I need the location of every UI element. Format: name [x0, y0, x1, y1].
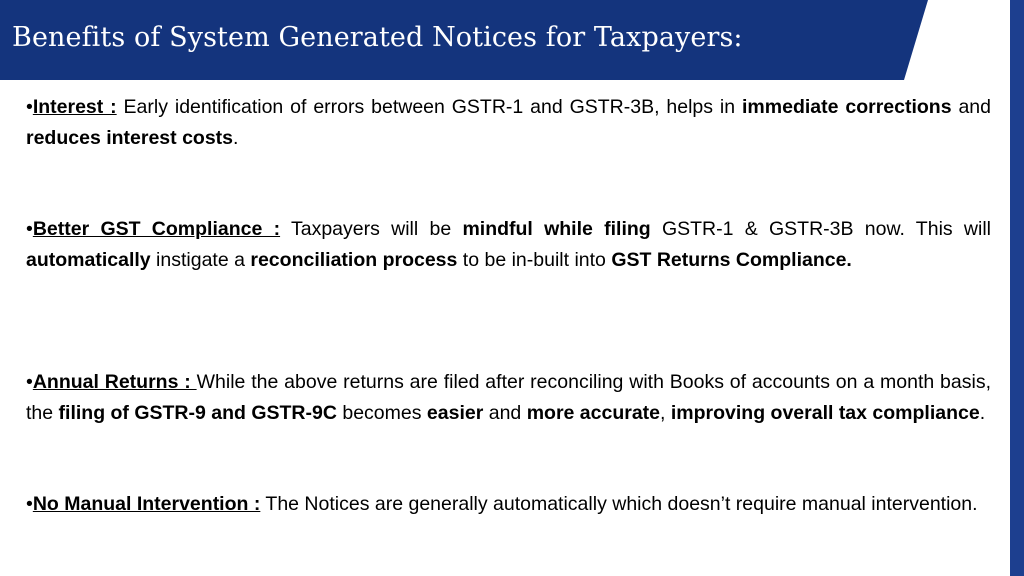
bullet-keyword: reconciliation process: [250, 248, 458, 271]
bullet-text: While the above returns are filed after reconciling with Books of accounts on a month basis, the: [26, 371, 991, 424]
bullet-keyword: GST Returns Compliance.: [611, 248, 852, 271]
bullet-keyword: automatically: [26, 248, 151, 271]
page-title: Benefits of System Generated Notices for Taxpayers:: [12, 22, 743, 53]
bullet-keyword: more accurate: [526, 401, 661, 424]
bullet-keyword: immediate corrections: [742, 96, 952, 118]
bullet-text: .: [233, 126, 239, 149]
bullet-text: to be in-built into: [457, 248, 612, 271]
bullet-text: becomes: [336, 401, 427, 424]
bullet-interest: [26, 92, 991, 153]
bullet-marker: •: [26, 493, 33, 515]
bullet-text: Taxpayers will be: [280, 218, 463, 240]
bullet-text: Early identification of errors between GSTR-1 and GSTR-3B, helps in: [116, 96, 742, 118]
bullet-text: The Notices are generally automatically which doesn’t require manual intervention.: [260, 493, 978, 515]
bullet-marker: •: [26, 218, 33, 240]
bullet-keyword: filing of GSTR-9 and GSTR-9C: [58, 401, 337, 424]
bullet-text: and: [951, 96, 991, 118]
bullet-no-manual-intervention: [26, 489, 991, 520]
bullet-annual-returns: [26, 367, 991, 428]
bullet-better-gst-compliance: [26, 214, 991, 275]
header-band: [0, 0, 1024, 80]
bullet-label: No Manual Intervention :: [32, 493, 261, 515]
bullet-text: .: [979, 401, 986, 424]
bullet-keyword: reduces interest costs: [26, 126, 234, 149]
bullet-text: and: [483, 401, 527, 424]
bullet-label: Better GST Compliance :: [32, 218, 281, 240]
bullet-text: GSTR-1 & GSTR-3B now. This will: [650, 218, 991, 240]
bullet-text: ,: [660, 401, 671, 424]
bullet-keyword: mindful while filing: [462, 218, 651, 240]
bullet-marker: •: [26, 96, 33, 118]
bullet-marker: •: [26, 371, 33, 393]
bullet-label: Interest :: [32, 96, 117, 118]
bullet-keyword: easier: [426, 401, 484, 424]
bullet-text: instigate a: [150, 248, 251, 271]
right-edge-strip: [1010, 0, 1024, 576]
bullet-label: Annual Returns :: [32, 371, 197, 393]
bullet-keyword: improving overall tax compliance: [670, 401, 980, 424]
